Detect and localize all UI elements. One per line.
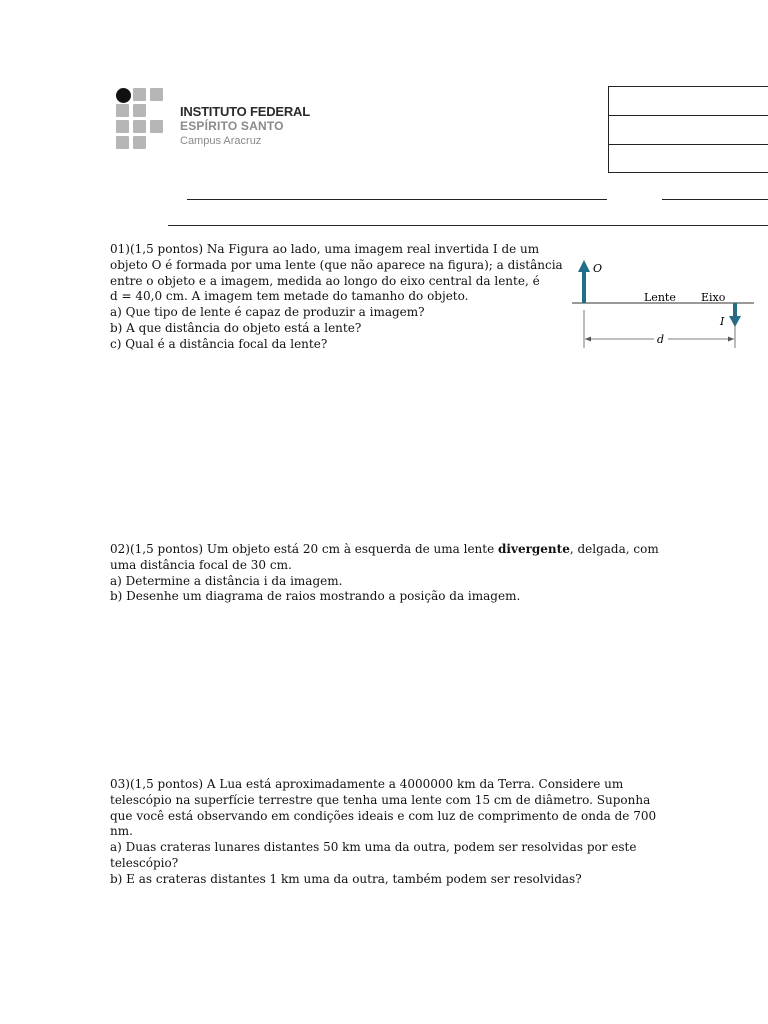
logo-square <box>150 88 163 101</box>
question-3 <box>110 777 656 888</box>
question-1-line: a) Que tipo de lente é capaz de produzir a imagem? <box>110 305 425 320</box>
lens-label: Lente <box>644 291 676 304</box>
question-3-line: a) Duas crateras lunares distantes 50 km uma da outra, podem ser resolvidas por este <box>110 840 637 855</box>
logo-square <box>133 136 146 149</box>
question-2-line: b) Desenhe um diagrama de raios mostrando a posição da imagem. <box>110 589 521 604</box>
question-2-emphasis: divergente <box>498 542 570 556</box>
question-2-line: a) Determine a distância i da imagem. <box>110 573 343 588</box>
question-3-line: nm. <box>110 824 133 839</box>
question-2-text: 02)(1,5 pontos) Um objeto está 20 cm à esquerda de uma lente <box>110 542 499 556</box>
question-3-line: telescópio? <box>110 855 179 870</box>
logo-square <box>133 88 146 101</box>
object-label: O <box>593 262 603 275</box>
question-2-text: , delgada, com <box>569 542 659 556</box>
distance-label: d <box>657 333 665 346</box>
date-line[interactable] <box>662 199 768 200</box>
question-1 <box>110 242 563 353</box>
grade-row[interactable] <box>609 87 768 116</box>
institution-line-1: INSTITUTO FEDERAL <box>180 104 310 119</box>
question-3-line: 03)(1,5 pontos) A Lua está aproximadamente a 4000000 km da Terra. Considere um <box>110 777 624 791</box>
institution-name <box>180 104 310 149</box>
logo-square <box>116 104 129 117</box>
image-label: I <box>720 315 725 328</box>
logo-square <box>150 120 163 133</box>
question-2-line <box>110 542 659 558</box>
logo-red-dot <box>116 88 131 103</box>
object-arrow-head <box>578 260 590 272</box>
logo-square <box>116 120 129 133</box>
logo-square <box>133 120 146 133</box>
lens-figure <box>568 256 758 356</box>
institution-logo <box>116 88 164 150</box>
grade-row[interactable] <box>609 116 768 145</box>
question-1-line: 01)(1,5 pontos) Na Figura ao lado, uma imagem real invertida I de um <box>110 242 540 256</box>
question-1-line: c) Qual é a distância focal da lente? <box>110 336 328 351</box>
class-line[interactable] <box>168 225 768 226</box>
question-2 <box>110 542 659 605</box>
question-3-line: telescópio na superfície terrestre que tenha uma lente com 15 cm de diâmetro. Suponha <box>110 792 651 807</box>
institution-line-3: Campus Aracruz <box>180 135 262 147</box>
question-3-line: que você está observando em condições ideais e com luz de comprimento de onda de 700 <box>110 808 657 823</box>
question-1-line: objeto O é formada por uma lente (que não aparece na figura); a distância <box>110 257 563 272</box>
distance-arrowhead-right <box>728 337 734 342</box>
distance-arrowhead-left <box>585 337 591 342</box>
grade-box[interactable] <box>608 86 768 173</box>
axis-label: Eixo <box>701 291 726 304</box>
question-2-line: uma distância focal de 30 cm. <box>110 557 292 572</box>
grade-row[interactable] <box>609 145 768 173</box>
institution-line-2: ESPÍRITO SANTO <box>180 119 284 133</box>
question-1-line: d = 40,0 cm. A imagem tem metade do tamanho do objeto. <box>110 289 469 304</box>
question-1-line: entre o objeto e a imagem, medida ao longo do eixo central da lente, é <box>110 273 540 288</box>
question-1-line: b) A que distância do objeto está a lente? <box>110 320 362 335</box>
logo-square <box>116 136 129 149</box>
question-3-line: b) E as crateras distantes 1 km uma da outra, também podem ser resolvidas? <box>110 871 582 886</box>
logo-square <box>133 104 146 117</box>
name-line[interactable] <box>187 199 607 200</box>
